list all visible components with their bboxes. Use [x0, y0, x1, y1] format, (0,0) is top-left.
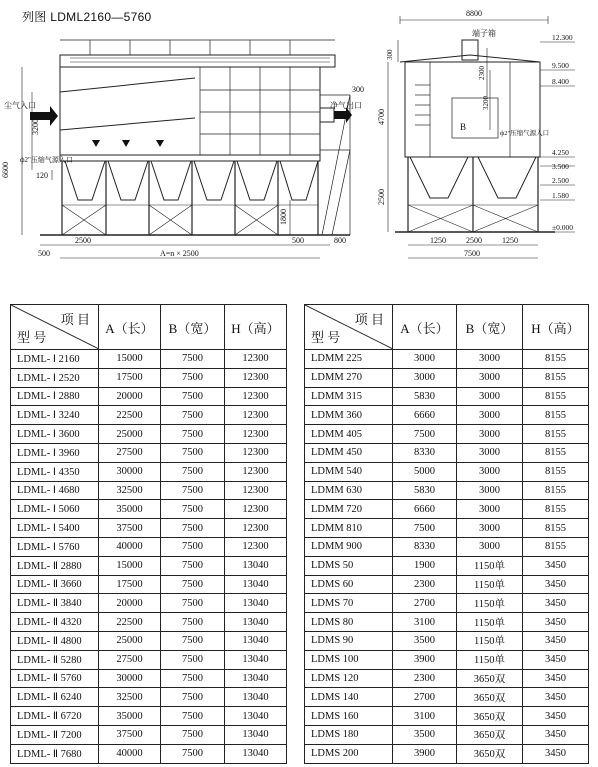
model-cell: LDML- Ⅱ 7680	[11, 744, 99, 763]
width-cell: 1150单	[457, 650, 523, 669]
height-cell: 13040	[225, 556, 287, 575]
dim-bottom-right: 500	[292, 236, 304, 245]
width-cell: 3000	[457, 350, 523, 369]
width-cell: 1150单	[457, 631, 523, 650]
model-cell: LDMM 360	[305, 406, 393, 425]
width-cell: 7500	[161, 462, 225, 481]
width-cell: 7500	[161, 650, 225, 669]
height-cell: 12300	[225, 425, 287, 444]
header-height: H（高）	[523, 305, 589, 350]
dim-mid-h: 2300	[478, 66, 486, 80]
length-cell: 2300	[393, 669, 457, 688]
model-cell: LDMM 540	[305, 462, 393, 481]
length-cell: 15000	[99, 350, 161, 369]
length-cell: 17500	[99, 368, 161, 387]
length-cell: 3100	[393, 613, 457, 632]
model-cell: LDML- Ⅰ 2520	[11, 368, 99, 387]
table-row	[11, 707, 287, 726]
dim-span-formula: A=n × 2500	[160, 249, 199, 258]
length-cell: 7500	[393, 519, 457, 538]
elevation-1: 12.300	[552, 33, 573, 42]
table-row	[305, 744, 589, 763]
length-cell: 32500	[99, 481, 161, 500]
header-model: 型 号	[17, 330, 47, 345]
width-cell: 3000	[457, 406, 523, 425]
model-cell: LDML- Ⅱ 4320	[11, 613, 99, 632]
table-row	[305, 406, 589, 425]
dim-bottom-a: 1250	[430, 236, 446, 245]
width-cell: 3000	[457, 387, 523, 406]
dim-stair-top: 300	[352, 85, 364, 94]
model-cell: LDML- Ⅱ 3660	[11, 575, 99, 594]
model-cell: LDMM 315	[305, 387, 393, 406]
table-row	[305, 650, 589, 669]
model-cell: LDMS 50	[305, 556, 393, 575]
model-cell: LDML- Ⅰ 5060	[11, 500, 99, 519]
length-cell: 40000	[99, 744, 161, 763]
height-cell: 3450	[523, 707, 589, 726]
height-cell: 13040	[225, 744, 287, 763]
width-cell: 3000	[457, 519, 523, 538]
model-cell: LDML- Ⅰ 2160	[11, 350, 99, 369]
length-cell: 20000	[99, 594, 161, 613]
table-row	[11, 406, 287, 425]
height-cell: 12300	[225, 368, 287, 387]
elevation-3: 8.400	[552, 77, 569, 86]
width-cell: 3000	[457, 443, 523, 462]
width-cell: 7500	[161, 387, 225, 406]
table-row	[11, 425, 287, 444]
height-cell: 8155	[523, 387, 589, 406]
dim-top-small: 300	[386, 49, 394, 60]
width-cell: 7500	[161, 481, 225, 500]
model-cell: LDMS 160	[305, 707, 393, 726]
height-cell: 12300	[225, 350, 287, 369]
table-row	[11, 650, 287, 669]
dim-hopper-gap: 1800	[279, 209, 288, 225]
length-cell: 32500	[99, 688, 161, 707]
length-cell: 25000	[99, 425, 161, 444]
height-cell: 12300	[225, 387, 287, 406]
model-cell: LDMM 900	[305, 537, 393, 556]
length-cell: 6660	[393, 500, 457, 519]
model-cell: LDMM 720	[305, 500, 393, 519]
width-cell: 3650双	[457, 744, 523, 763]
length-cell: 3900	[393, 650, 457, 669]
dim-lower-h: 2500	[377, 189, 386, 205]
dim-bottom-b: 2500	[466, 236, 482, 245]
width-cell: 3650双	[457, 688, 523, 707]
header-corner	[305, 305, 393, 350]
length-cell: 2700	[393, 688, 457, 707]
inlet-label: 尘气入口	[4, 101, 36, 110]
width-cell: 7500	[161, 669, 225, 688]
length-cell: 3500	[393, 725, 457, 744]
model-cell: LDML- Ⅰ 5760	[11, 537, 99, 556]
width-cell: 7500	[161, 406, 225, 425]
elevation-8: ±0.000	[552, 223, 573, 232]
dim-side-h: 3200	[482, 96, 490, 110]
table-row	[11, 387, 287, 406]
height-cell: 13040	[225, 594, 287, 613]
table-row	[11, 575, 287, 594]
width-top-dim: 8800	[466, 9, 482, 18]
dim-bottom-left: 2500	[75, 236, 91, 245]
dim-upper-h: 4700	[377, 109, 386, 125]
length-cell: 3000	[393, 368, 457, 387]
length-cell: 7500	[393, 425, 457, 444]
length-cell: 25000	[99, 631, 161, 650]
header-length: A（长）	[393, 305, 457, 350]
model-cell: LDML- Ⅱ 3840	[11, 594, 99, 613]
length-cell: 1900	[393, 556, 457, 575]
width-cell: 7500	[161, 594, 225, 613]
table-row	[305, 631, 589, 650]
width-cell: 3650双	[457, 707, 523, 726]
height-cell: 12300	[225, 462, 287, 481]
width-cell: 7500	[161, 631, 225, 650]
model-cell: LDMS 120	[305, 669, 393, 688]
width-cell: 3000	[457, 481, 523, 500]
model-cell: LDMS 80	[305, 613, 393, 632]
model-cell: LDMS 60	[305, 575, 393, 594]
height-cell: 13040	[225, 669, 287, 688]
height-cell: 3450	[523, 594, 589, 613]
table-row	[305, 725, 589, 744]
table-row	[11, 594, 287, 613]
length-cell: 8330	[393, 443, 457, 462]
page-title: 列图 LDML2160—5760	[22, 10, 152, 24]
width-cell: 1150单	[457, 575, 523, 594]
outlet-label: 净气出口	[330, 101, 362, 110]
model-cell: LDML- Ⅰ 3600	[11, 425, 99, 444]
length-cell: 8330	[393, 537, 457, 556]
width-cell: 3000	[457, 425, 523, 444]
model-cell: LDML- Ⅱ 5760	[11, 669, 99, 688]
length-cell: 17500	[99, 575, 161, 594]
table-row	[305, 688, 589, 707]
model-cell: LDML- Ⅱ 4800	[11, 631, 99, 650]
length-cell: 22500	[99, 406, 161, 425]
elevation-7: 1.580	[552, 191, 569, 200]
height-cell: 3450	[523, 613, 589, 632]
model-cell: LDMS 200	[305, 744, 393, 763]
length-cell: 2700	[393, 594, 457, 613]
table-row	[11, 350, 287, 369]
compressed-air-label-right: ф2"压缩气源入口	[500, 130, 550, 137]
width-cell: 7500	[161, 425, 225, 444]
height-cell: 13040	[225, 688, 287, 707]
dim-bottom-c: 1250	[502, 236, 518, 245]
model-cell: LDML- Ⅱ 5280	[11, 650, 99, 669]
table-row	[11, 519, 287, 538]
height-cell: 12300	[225, 537, 287, 556]
width-cell: 3650双	[457, 669, 523, 688]
width-cell: 7500	[161, 613, 225, 632]
width-cell: 3000	[457, 462, 523, 481]
height-cell: 12300	[225, 500, 287, 519]
height-cell: 13040	[225, 631, 287, 650]
table-row	[305, 443, 589, 462]
height-cell: 3450	[523, 650, 589, 669]
length-cell: 30000	[99, 462, 161, 481]
table-row	[11, 744, 287, 763]
table-row	[305, 556, 589, 575]
table-row	[11, 613, 287, 632]
width-cell: 1150单	[457, 594, 523, 613]
length-cell: 27500	[99, 650, 161, 669]
height-cell: 8155	[523, 350, 589, 369]
length-cell: 3900	[393, 744, 457, 763]
label-b: B	[460, 122, 467, 132]
width-cell: 3000	[457, 368, 523, 387]
header-height: H（高）	[225, 305, 287, 350]
height-cell: 13040	[225, 575, 287, 594]
elevation-2: 9.500	[552, 61, 569, 70]
table-row	[11, 500, 287, 519]
length-cell: 5000	[393, 462, 457, 481]
model-cell: LDMS 70	[305, 594, 393, 613]
height-cell: 13040	[225, 725, 287, 744]
model-cell: LDML- Ⅰ 3960	[11, 443, 99, 462]
height-cell: 8155	[523, 462, 589, 481]
dim-bottom-side: 800	[334, 236, 346, 245]
dim-upper-box: 3200	[31, 119, 40, 135]
height-cell: 3450	[523, 725, 589, 744]
spec-table-ldmm-ldms	[304, 304, 589, 764]
height-cell: 3450	[523, 556, 589, 575]
height-cell: 12300	[225, 519, 287, 538]
model-cell: LDMS 100	[305, 650, 393, 669]
height-cell: 8155	[523, 500, 589, 519]
width-cell: 7500	[161, 575, 225, 594]
width-cell: 7500	[161, 500, 225, 519]
model-cell: LDMS 180	[305, 725, 393, 744]
width-cell: 7500	[161, 688, 225, 707]
width-cell: 7500	[161, 368, 225, 387]
table-row	[11, 556, 287, 575]
table-row	[305, 669, 589, 688]
height-cell: 8155	[523, 406, 589, 425]
width-cell: 3000	[457, 537, 523, 556]
length-cell: 40000	[99, 537, 161, 556]
header-item: 项 目	[354, 312, 384, 327]
height-cell: 3450	[523, 575, 589, 594]
width-cell: 1150单	[457, 613, 523, 632]
length-cell: 37500	[99, 725, 161, 744]
width-cell: 7500	[161, 707, 225, 726]
table-row	[305, 425, 589, 444]
compressed-air-label: ф2"压缩气源入口	[20, 156, 73, 164]
length-cell: 30000	[99, 669, 161, 688]
header-corner	[11, 305, 99, 350]
table-row	[11, 481, 287, 500]
header-length: A（长）	[99, 305, 161, 350]
width-cell: 7500	[161, 443, 225, 462]
table-row	[305, 519, 589, 538]
table-row	[305, 575, 589, 594]
length-cell: 3500	[393, 631, 457, 650]
model-cell: LDMM 270	[305, 368, 393, 387]
table-row	[305, 613, 589, 632]
table-row	[305, 500, 589, 519]
terminal-box-label: 端子箱	[472, 29, 496, 38]
table-row	[11, 462, 287, 481]
height-cell: 12300	[225, 406, 287, 425]
length-cell: 6660	[393, 406, 457, 425]
length-cell: 37500	[99, 519, 161, 538]
model-cell: LDMM 225	[305, 350, 393, 369]
width-cell: 3650双	[457, 725, 523, 744]
height-cell: 8155	[523, 537, 589, 556]
dim-bottom-total: 7500	[464, 249, 480, 258]
height-cell: 8155	[523, 425, 589, 444]
model-cell: LDMM 405	[305, 425, 393, 444]
height-cell: 12300	[225, 443, 287, 462]
model-cell: LDML- Ⅰ 5400	[11, 519, 99, 538]
length-cell: 2300	[393, 575, 457, 594]
width-cell: 7500	[161, 350, 225, 369]
width-cell: 7500	[161, 725, 225, 744]
header-model: 型 号	[311, 330, 341, 345]
length-cell: 3000	[393, 350, 457, 369]
side-elevation-drawing	[0, 0, 598, 300]
width-cell: 1150单	[457, 556, 523, 575]
model-cell: LDML- Ⅱ 7200	[11, 725, 99, 744]
width-cell: 7500	[161, 556, 225, 575]
height-cell: 8155	[523, 519, 589, 538]
length-cell: 35000	[99, 500, 161, 519]
table-row	[11, 725, 287, 744]
height-cell: 8155	[523, 481, 589, 500]
height-cell: 3450	[523, 631, 589, 650]
length-cell: 20000	[99, 387, 161, 406]
length-cell: 27500	[99, 443, 161, 462]
table-row	[11, 669, 287, 688]
length-cell: 5830	[393, 387, 457, 406]
header-width: B（宽）	[161, 305, 225, 350]
width-cell: 7500	[161, 744, 225, 763]
height-cell: 13040	[225, 707, 287, 726]
height-cell: 8155	[523, 368, 589, 387]
table-row	[11, 368, 287, 387]
table-row	[305, 387, 589, 406]
length-cell: 15000	[99, 556, 161, 575]
width-cell: 3000	[457, 500, 523, 519]
height-cell: 8155	[523, 443, 589, 462]
dim-height-total: 6600	[1, 162, 10, 178]
table-row	[11, 631, 287, 650]
model-cell: LDMM 450	[305, 443, 393, 462]
model-cell: LDMM 630	[305, 481, 393, 500]
width-cell: 7500	[161, 519, 225, 538]
dim-left-margin: 500	[38, 249, 50, 258]
model-cell: LDML- Ⅰ 2880	[11, 387, 99, 406]
model-cell: LDML- Ⅱ 6720	[11, 707, 99, 726]
length-cell: 3100	[393, 707, 457, 726]
table-row	[305, 537, 589, 556]
table-row	[305, 350, 589, 369]
model-cell: LDML- Ⅰ 3240	[11, 406, 99, 425]
height-cell: 3450	[523, 688, 589, 707]
model-cell: LDMS 90	[305, 631, 393, 650]
height-cell: 3450	[523, 744, 589, 763]
elevation-6: 2.500	[552, 176, 569, 185]
table-row	[305, 368, 589, 387]
table-row	[11, 537, 287, 556]
table-row	[305, 462, 589, 481]
elevation-4: 4.250	[552, 148, 569, 157]
table-row	[11, 443, 287, 462]
length-cell: 35000	[99, 707, 161, 726]
model-cell: LDMM 810	[305, 519, 393, 538]
table-row	[305, 707, 589, 726]
model-cell: LDML- Ⅰ 4350	[11, 462, 99, 481]
elevation-5: 3.500	[552, 162, 569, 171]
model-cell: LDML- Ⅰ 4680	[11, 481, 99, 500]
table-row	[11, 688, 287, 707]
model-cell: LDMS 140	[305, 688, 393, 707]
height-cell: 3450	[523, 669, 589, 688]
height-cell: 13040	[225, 613, 287, 632]
table-row	[305, 594, 589, 613]
dim-pipe-height: 120	[36, 171, 48, 180]
table-row	[305, 481, 589, 500]
length-cell: 22500	[99, 613, 161, 632]
height-cell: 12300	[225, 481, 287, 500]
height-cell: 13040	[225, 650, 287, 669]
model-cell: LDML- Ⅱ 6240	[11, 688, 99, 707]
header-item: 项 目	[60, 312, 90, 327]
spec-table-ldml	[10, 304, 287, 764]
model-cell: LDML- Ⅱ 2880	[11, 556, 99, 575]
header-width: B（宽）	[457, 305, 523, 350]
width-cell: 7500	[161, 537, 225, 556]
length-cell: 5830	[393, 481, 457, 500]
